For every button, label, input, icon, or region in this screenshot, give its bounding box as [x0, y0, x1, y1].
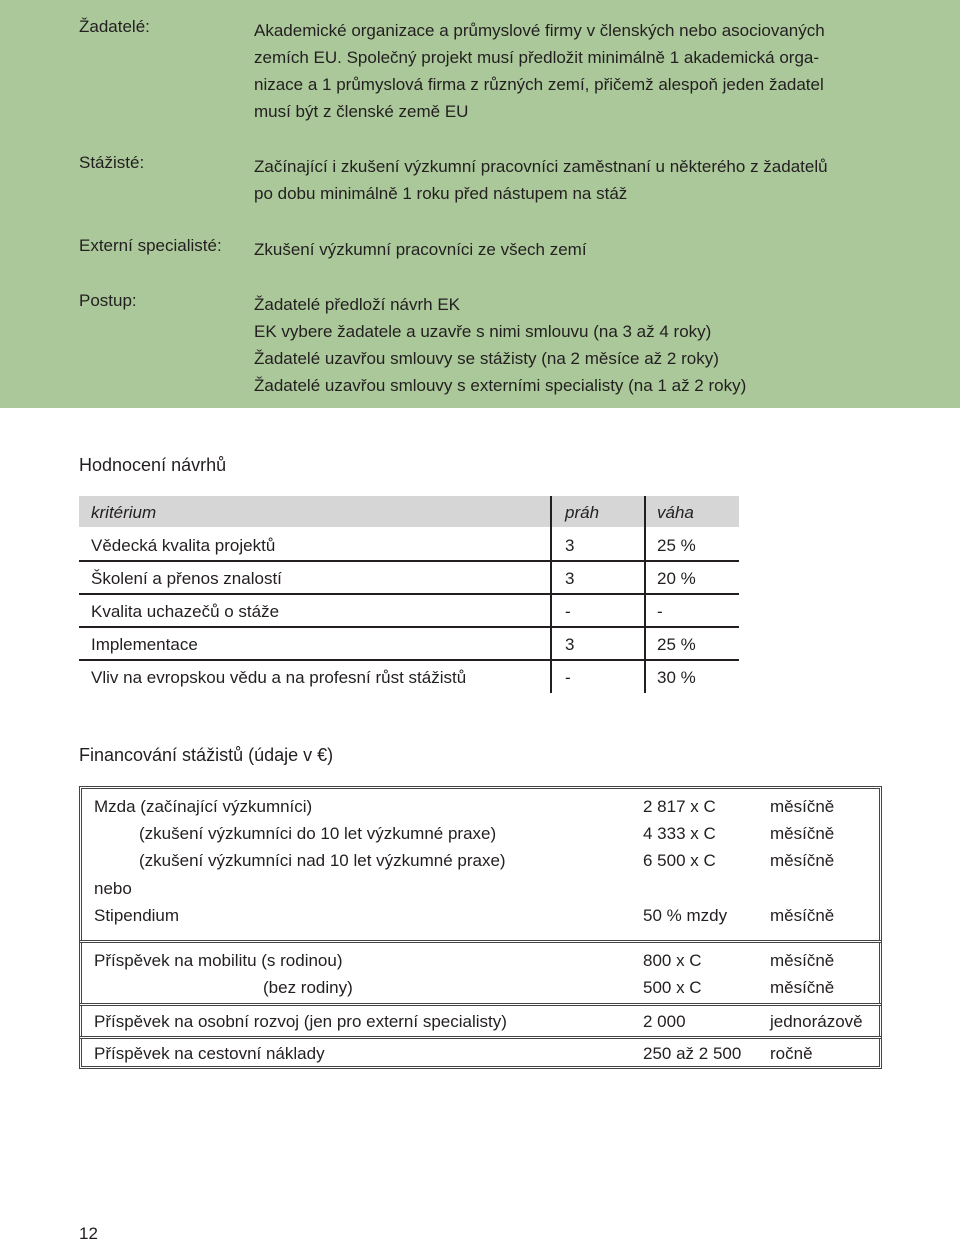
funding-period: ročně	[770, 1044, 813, 1063]
evaluation-table	[79, 496, 739, 694]
interns-label: Stážisté:	[79, 153, 145, 172]
procedure-value	[254, 291, 934, 399]
external-value	[254, 236, 934, 263]
column-divider	[644, 496, 646, 693]
funding-amount: 4 333 x C	[643, 824, 716, 843]
funding-item: nebo	[94, 879, 132, 898]
funding-item: Mzda (začínající výzkumníci)	[94, 797, 313, 816]
funding-item: (zkušení výzkumníci nad 10 let výzkumné praxe)	[139, 851, 506, 870]
funding-item: Stipendium	[94, 906, 180, 925]
funding-period: měsíčně	[770, 978, 835, 997]
weight-cell: 30 %	[657, 668, 696, 687]
funding-item: (zkušení výzkumníci do 10 let výzkumné praxe)	[139, 824, 497, 843]
criterion-cell: Vliv na evropskou vědu a na profesní růst stážistů	[91, 668, 467, 687]
table-row	[79, 562, 739, 595]
applicants-label: Žadatelé:	[79, 17, 150, 36]
table-header-row	[79, 496, 739, 529]
funding-period: měsíčně	[770, 906, 835, 925]
procedure-line: Žadatelé uzavřou smlouvy se stážisty (na 2 měsíce až 2 roky)	[254, 349, 719, 368]
external-line: Zkušení výzkumní pracovníci ze všech zemí	[254, 240, 587, 259]
funding-block-development	[79, 1003, 882, 1039]
funding-item: Příspěvek na osobní rozvoj (jen pro externí specialisty)	[94, 1012, 507, 1031]
threshold-cell: 3	[565, 569, 575, 588]
page-number: 12	[79, 1224, 98, 1243]
procedure-label: Postup:	[79, 291, 137, 310]
header-criterion: kritérium	[91, 503, 157, 522]
weight-cell: 20 %	[657, 569, 696, 588]
column-divider	[550, 496, 552, 693]
applicants-line: musí být z členské země EU	[254, 102, 469, 121]
table-row	[79, 529, 739, 562]
funding-amount: 2 817 x C	[643, 797, 716, 816]
funding-block-mobility	[79, 940, 882, 1006]
threshold-cell: 3	[565, 635, 575, 654]
weight-cell: 25 %	[657, 635, 696, 654]
header-threshold: práh	[565, 503, 600, 522]
threshold-cell: -	[565, 602, 571, 621]
funding-period: měsíčně	[770, 797, 835, 816]
funding-period: měsíčně	[770, 951, 835, 970]
funding-block-travel	[79, 1036, 882, 1069]
procedure-line: Žadatelé uzavřou smlouvy s externími specialisty (na 1 až 2 roky)	[254, 376, 747, 395]
header-weight: váha	[657, 503, 694, 522]
funding-amount: 6 500 x C	[643, 851, 716, 870]
evaluation-title: Hodnocení návrhů	[79, 455, 227, 475]
external-label: Externí specialisté:	[79, 236, 222, 255]
applicants-line: Akademické organizace a průmyslové firmy v členských nebo asociovaných	[254, 21, 825, 40]
weight-cell: 25 %	[657, 536, 696, 555]
table-row	[79, 595, 739, 628]
criterion-cell: Školení a přenos znalostí	[91, 569, 282, 588]
interns-line: Začínající i zkušení výzkumní pracovníci zaměstnaní u některého z žadatelů	[254, 157, 828, 176]
funding-item: Příspěvek na mobilitu (s rodinou)	[94, 951, 343, 970]
applicants-value	[254, 17, 934, 125]
criterion-cell: Vědecká kvalita projektů	[91, 536, 276, 555]
weight-cell: -	[657, 602, 663, 621]
applicants-line: zemích EU. Společný projekt musí předložit minimálně 1 akademická orga-	[254, 48, 820, 67]
funding-period: jednorázově	[770, 1012, 863, 1031]
funding-amount: 500 x C	[643, 978, 702, 997]
procedure-line: EK vybere žadatele a uzavře s nimi smlouvu (na 3 až 4 roky)	[254, 322, 712, 341]
table-row	[79, 628, 739, 661]
criterion-cell: Kvalita uchazečů o stáže	[91, 602, 280, 621]
funding-title: Financování stážistů (údaje v €)	[79, 745, 334, 765]
interns-value	[254, 153, 934, 207]
applicants-line: nizace a 1 průmyslová firma z různých zemí, přičemž alespoň jeden žadatel	[254, 75, 824, 94]
funding-amount: 800 x C	[643, 951, 702, 970]
threshold-cell: 3	[565, 536, 575, 555]
funding-item: (bez rodiny)	[263, 978, 353, 997]
funding-amount: 2 000	[643, 1012, 686, 1031]
threshold-cell: -	[565, 668, 571, 687]
funding-period: měsíčně	[770, 851, 835, 870]
funding-amount: 50 % mzdy	[643, 906, 728, 925]
funding-period: měsíčně	[770, 824, 835, 843]
funding-item: Příspěvek na cestovní náklady	[94, 1044, 325, 1063]
funding-block-salary	[79, 786, 882, 943]
procedure-line: Žadatelé předloží návrh EK	[254, 295, 461, 314]
criterion-cell: Implementace	[91, 635, 198, 654]
funding-amount: 250 až 2 500	[643, 1044, 742, 1063]
table-row	[79, 661, 739, 694]
interns-line: po dobu minimálně 1 roku před nástupem na stáž	[254, 184, 628, 203]
